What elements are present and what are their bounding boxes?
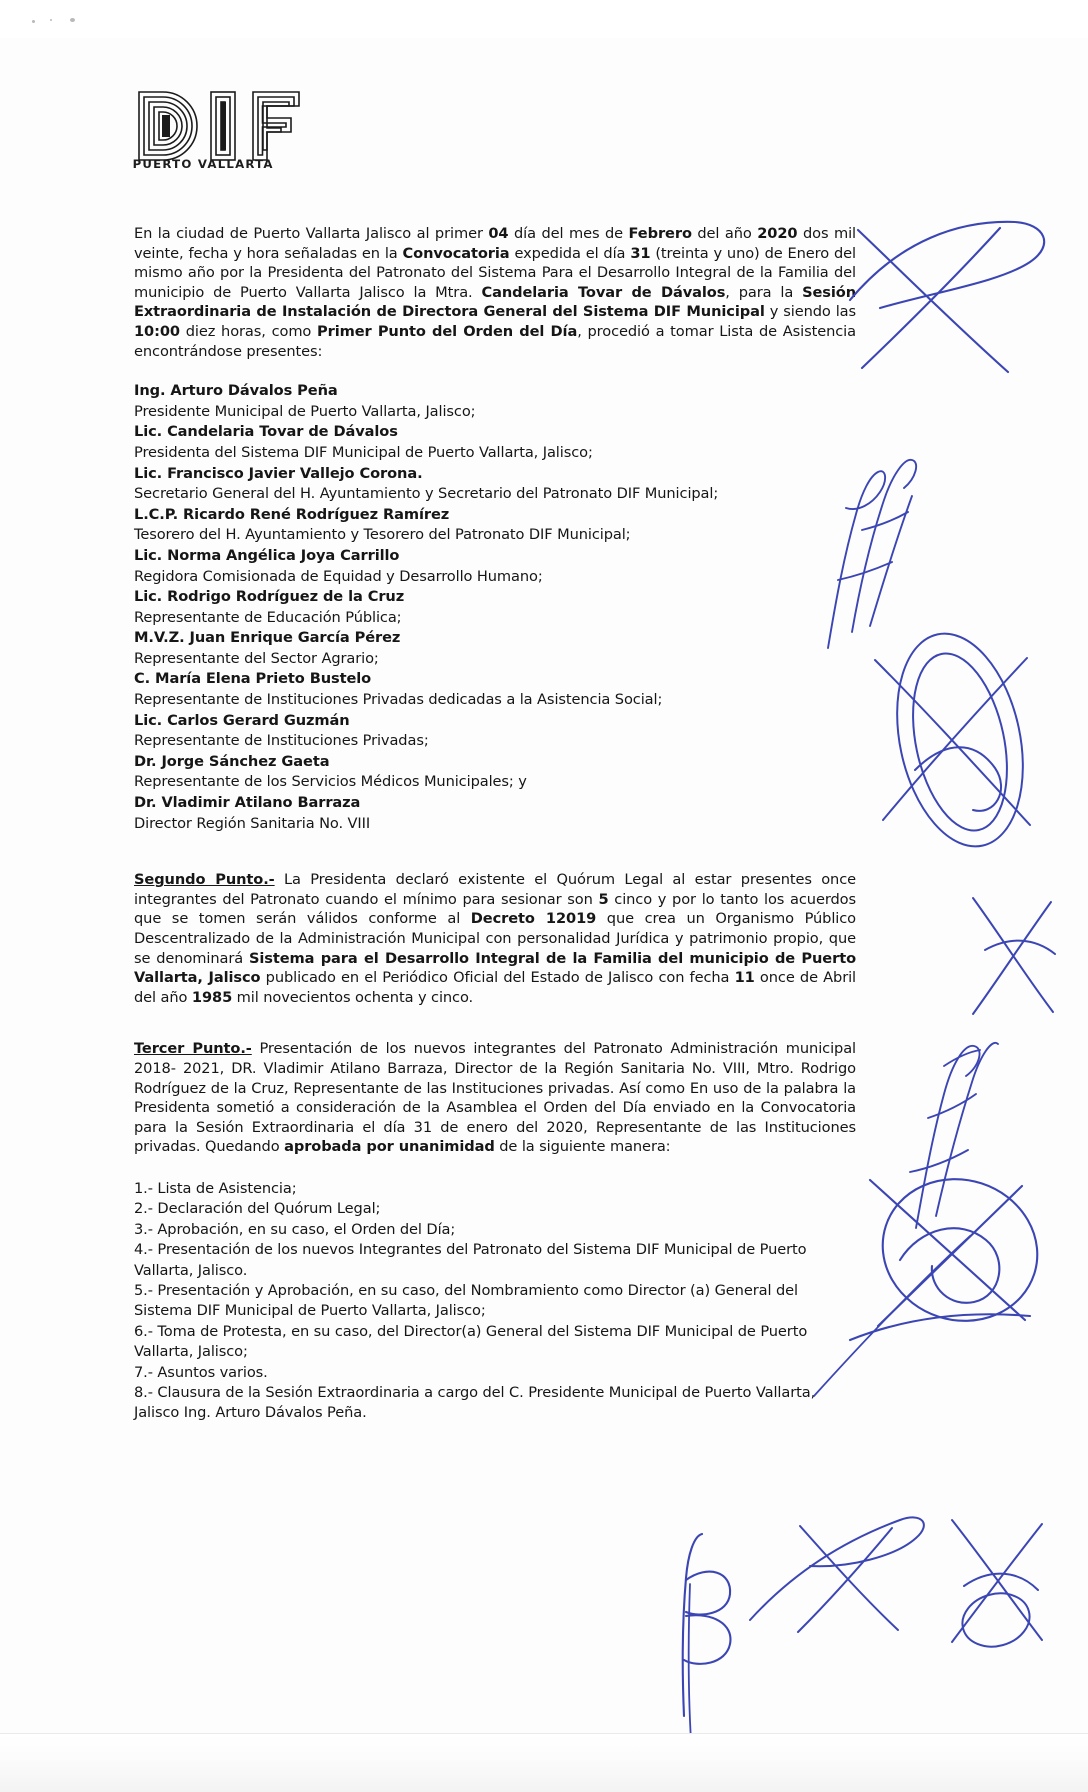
text-run: publicado en el Periódico Oficial del Estado de Jalisco con fecha (260, 969, 735, 987)
attendee-role: Tesorero del H. Ayuntamiento y Tesorero del Patronato DIF Municipal; (134, 526, 631, 544)
signature-oval-right (855, 620, 1075, 870)
attendees-list (134, 381, 856, 834)
paragraph-tercer-punto (134, 1039, 856, 1157)
attendee-role: Representante de Educación Pública; (134, 608, 402, 626)
margin-signature-vertical-2 (880, 940, 1010, 1240)
text-run: Febrero (628, 225, 692, 242)
scan-bottom-edge (0, 1733, 1088, 1792)
text-run: y siendo las (764, 303, 856, 321)
paragraph-intro (134, 224, 856, 361)
text-run: dos mil veinte, fecha y hora señaladas en la (134, 225, 856, 262)
text-run: 1985 (191, 988, 233, 1006)
signature-x-right (955, 880, 1075, 1030)
attendee-role: Regidora Comisionada de Equidad y Desarrollo Humano; (134, 567, 543, 585)
signature-bottom-right-x (930, 1500, 1070, 1660)
attendee-role: Representante del Sector Agrario; (134, 649, 379, 667)
attendee-role: Representante de los Servicios Médicos Municipales; y (134, 773, 527, 791)
attendee-role: Representante de Instituciones Privadas; (134, 732, 429, 750)
signature-top-right (840, 200, 1080, 400)
agenda-item: 1.- Lista de Asistencia; (134, 1179, 297, 1197)
text-run: 04 (488, 225, 509, 242)
agenda-item: 6.- Toma de Protesta, en su caso, del Director(a) General del Sistema DIF Municipal de Puerto Vallarta, Jalisco; (134, 1322, 808, 1361)
text-run: En la ciudad de Puerto Vallarta Jalisco al primer (134, 225, 489, 242)
agenda-item: 2.- Declaración del Quórum Legal; (134, 1200, 381, 1218)
scan-speck (70, 18, 75, 22)
text-run: once de Abril del año (134, 969, 856, 1006)
text-run: (treinta y uno) de Enero del mismo año por la Presidenta del Patronato del Sistema Para el Desarrollo Integral de la Familia del municipio de Puerto Vallarta Jalisco la Mtra. (134, 244, 856, 301)
text-run: diez horas, como (179, 322, 318, 340)
text-run: cinco y por lo tanto los acuerdos que se tomen serán válidos conforme al (134, 890, 856, 928)
text-run: Candelaria Tovar de Dávalos (481, 283, 726, 301)
attendee-name: Lic. Francisco Javier Vallejo Corona. (134, 464, 423, 482)
scan-speck (32, 20, 35, 23)
document-body (134, 224, 856, 1424)
text-run: 11 (734, 969, 755, 987)
text-run: aprobada por unanimidad (284, 1138, 495, 1156)
attendee-name: C. María Elena Prieto Bustelo (134, 670, 372, 688)
text-run: Decreto 12019 (470, 910, 597, 928)
text-run: Sistema para el Desarrollo Integral de la Familia del municipio de Puerto Vallarta, Jalisco (134, 949, 856, 987)
logo-subtitle: PUERTO VALLARTA (132, 157, 274, 171)
signature-bottom-loop (740, 1480, 940, 1640)
paragraph-heading: Tercer Punto.- (134, 1040, 252, 1058)
text-run: La Presidenta declaró existente el Quórum Legal al estar presentes once integrantes del Patronato cuando el mínimo para sesionar son (134, 871, 857, 908)
paragraph-heading: Segundo Punto.- (134, 871, 275, 889)
attendee-name: L.C.P. Ricardo René Rodríguez Ramírez (134, 505, 450, 523)
text-run: del año (691, 225, 758, 242)
agenda-item: 7.- Asuntos varios. (134, 1363, 268, 1381)
attendee-role: Presidenta del Sistema DIF Municipal de Puerto Vallarta, Jalisco; (134, 443, 593, 461)
attendee-role: Representante de Instituciones Privadas dedicadas a la Asistencia Social; (134, 691, 663, 709)
text-run: 31 (630, 244, 651, 262)
agenda-item: 8.- Clausura de la Sesión Extraordinaria a cargo del C. Presidente Municipal de Puerto Vallarta, Jalisco Ing. Arturo Dávalos Peña. (134, 1384, 816, 1422)
paragraph-segundo-punto (134, 870, 856, 1007)
attendee-name: M.V.Z. Juan Enrique García Pérez (134, 629, 401, 647)
agenda-item: 3.- Aprobación, en su caso, el Orden del Día; (134, 1220, 456, 1238)
text-run: Presentación de los nuevos integrantes del Patronato Administración municipal 2018- 2021, DR. Vladimir Atilano Barraza, Director de la Región Sanitaria No. VIII, Mtro. Rodrigo Rodríguez de la Cruz, Representante de las Instituciones privadas. Así como En uso de la palabra la Presidenta sometió a consideración de la Asamblea el Orden del Día enviado en la Convocatoria para la Sesión Extraordinaria el día 31 de enero del 2020, Representante de las Instituciones privadas. Quedando (134, 1040, 856, 1156)
text-run: 5 (598, 890, 609, 908)
text-run: , para la (725, 283, 803, 301)
attendee-name: Lic. Carlos Gerard Guzmán (134, 711, 350, 729)
text-run: de la siguiente manera: (494, 1138, 671, 1156)
text-run: que crea un Organismo Público Descentralizado de la Administración Municipal con personalidad Jurídica y patrimonio propio, que se denominará (134, 910, 857, 967)
text-run: 2020 (757, 225, 798, 242)
text-run: 10:00 (134, 322, 180, 340)
agenda-item: 4.- Presentación de los nuevos Integrantes del Patronato del Sistema DIF Municipal de Puerto Vallarta, Jalisco. (134, 1241, 807, 1279)
text-run: mil novecientos ochenta y cinco. (232, 988, 474, 1006)
text-run: Convocatoria (402, 244, 510, 262)
text-run: día del mes de (508, 225, 629, 242)
attendee-name: Lic. Norma Angélica Joya Carrillo (134, 546, 400, 564)
attendee-role: Director Región Sanitaria No. VIII (134, 814, 371, 832)
attendee-name: Lic. Rodrigo Rodríguez de la Cruz (134, 588, 405, 606)
attendee-name: Lic. Candelaria Tovar de Dávalos (134, 423, 398, 441)
attendee-name: Ing. Arturo Dávalos Peña (134, 382, 338, 400)
signature-lower-right-flourish (840, 1140, 1088, 1380)
scan-top-edge (0, 0, 1088, 38)
agenda-list (134, 1179, 856, 1424)
attendee-name: Dr. Jorge Sánchez Gaeta (134, 752, 330, 770)
text-run: Sesión Extraordinaria de Instalación de Directora General del Sistema DIF Municipal (134, 283, 857, 321)
agenda-item: 5.- Presentación y Aprobación, en su caso, del Nombramiento como Director (a) General del Sistema DIF Municipal de Puerto Vallarta, Jalisco; (134, 1281, 798, 1320)
attendee-name: Dr. Vladimir Atilano Barraza (134, 794, 361, 812)
attendee-role: Secretario General del H. Ayuntamiento y Secretario del Patronato DIF Municipal; (134, 485, 719, 503)
text-run: Primer Punto del Orden del Día (317, 322, 578, 340)
text-run: , procedió a tomar Lista de Asistencia encontrándose presentes: (134, 322, 856, 360)
signature-bottom-center (630, 1520, 760, 1720)
attendee-role: Presidente Municipal de Puerto Vallarta, Jalisco; (134, 402, 476, 420)
scan-speck (50, 19, 52, 21)
text-run: expedida el día (509, 244, 631, 262)
